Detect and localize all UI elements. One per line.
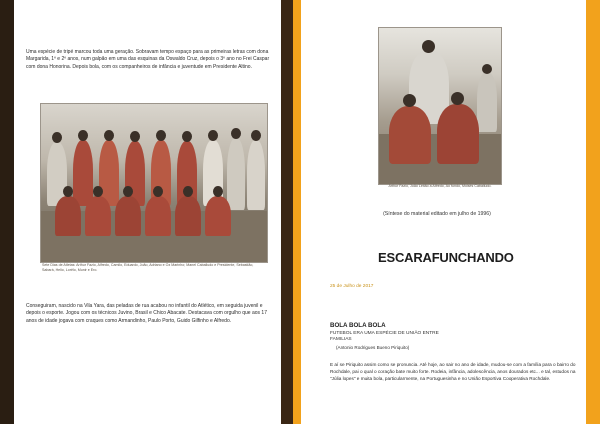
group-photo	[378, 27, 502, 185]
team-player-head	[153, 186, 163, 197]
team-player-head	[123, 186, 133, 197]
section-subtitle-line-2: FAMILIAS	[330, 337, 352, 342]
team-player-head	[156, 130, 166, 141]
publication-date: 25 de Julho de 2017	[330, 284, 374, 289]
team-player-figure	[145, 196, 171, 236]
team-player-head	[52, 132, 62, 143]
center-gutter-dark	[281, 0, 293, 424]
kneeling-player-figure	[437, 104, 479, 164]
kneeling-player-head	[451, 92, 464, 105]
right-edge-bar	[586, 0, 600, 424]
source-note: (Síntese do material editado em julho de 1996)	[383, 211, 491, 217]
team-player-head	[104, 130, 114, 141]
center-gutter-orange	[293, 0, 301, 424]
team-player-figure	[227, 138, 245, 210]
team-player-head	[213, 186, 223, 197]
author-credit: (Antonio Rodrigues Bueno Piriquito)	[336, 345, 410, 350]
section-heading: BOLA BOLA BOLA	[330, 322, 386, 329]
team-player-head	[63, 186, 73, 197]
team-player-figure	[115, 196, 141, 236]
left-paragraph-2: Conseguiram, nascido na Vila Yara, das peladas de rua acabou no infantil do Atlético, em seguida juvenil e depois o esporte. Jogou com os técnicos Juvino, Brasil e Chico Abacate. Destacava com orgulho que aos 17 anos de idade jogava com craques como Armandinho, Paulo Porto, Guido Gilfinho e Alfredo.	[26, 303, 267, 324]
left-edge-bar	[0, 0, 14, 424]
page-title: ESCARAFUNCHANDO	[378, 250, 514, 265]
team-player-head	[182, 131, 192, 142]
team-player-head	[208, 130, 218, 141]
team-photo	[40, 103, 268, 263]
team-player-figure	[85, 196, 111, 236]
section-subtitle-line-1: FUTEBOL ERA UMA ESPÉCIE DE UNIÃO ENTRE	[330, 331, 439, 336]
team-player-head	[231, 128, 241, 139]
team-player-head	[78, 130, 88, 141]
team-player-figure	[247, 140, 265, 210]
left-paragraph-1: Uma espécie de tripé marcou toda uma geração. Sobravam tempo espaço para as primeiras letras com dona Margarida, 1º e 2º anos, num galpão em uma das esquinas da Oswaldo Cruz, depois o 3º ano no Frei Caspar com dona Honorina. Depois bola, com os companheiros de infância e juventude em Presidente Altino.	[26, 49, 270, 70]
team-player-figure	[205, 196, 231, 236]
team-player-head	[251, 130, 261, 141]
group-photo-caption: Arthur Fazio, João Leitão a Alfredo, Ao fundo, Moisés Caballudo.	[388, 184, 492, 188]
team-player-figure	[55, 196, 81, 236]
background-man-head	[482, 64, 492, 74]
team-player-head	[130, 131, 140, 142]
team-photo-caption: Sete Dias de Atletas: Arthur Fazio, Alfredo, Camilo, Eduardo, João, Adriano e Oz Marinho; Manel Caballudo e Presidente, Sebastião, Sabará, Helio, Lorêlo, Munir e Ero.	[42, 263, 254, 272]
team-player-figure	[175, 196, 201, 236]
team-player-head	[93, 186, 103, 197]
background-man-figure	[477, 72, 497, 132]
kneeling-player-figure	[389, 106, 431, 164]
standing-man-head	[422, 40, 435, 53]
kneeling-player-head	[403, 94, 416, 107]
right-body-paragraph: E aí se Piriquito assim como se pronuncia. Até hoje, ao sair no ano de idade, mudou-se com a família para o bairro do Rochdale, pai o qual o coração bate muito forte. Rodeia, infância, adolescência, anos dourados etc... e tal, estudos na "Júlia lopes" e muita bola, particularmente, na Portuguesinha e no União Esportiva Cooperativa Rochdale.	[330, 362, 576, 381]
team-player-head	[183, 186, 193, 197]
team-player-figure	[73, 140, 93, 206]
